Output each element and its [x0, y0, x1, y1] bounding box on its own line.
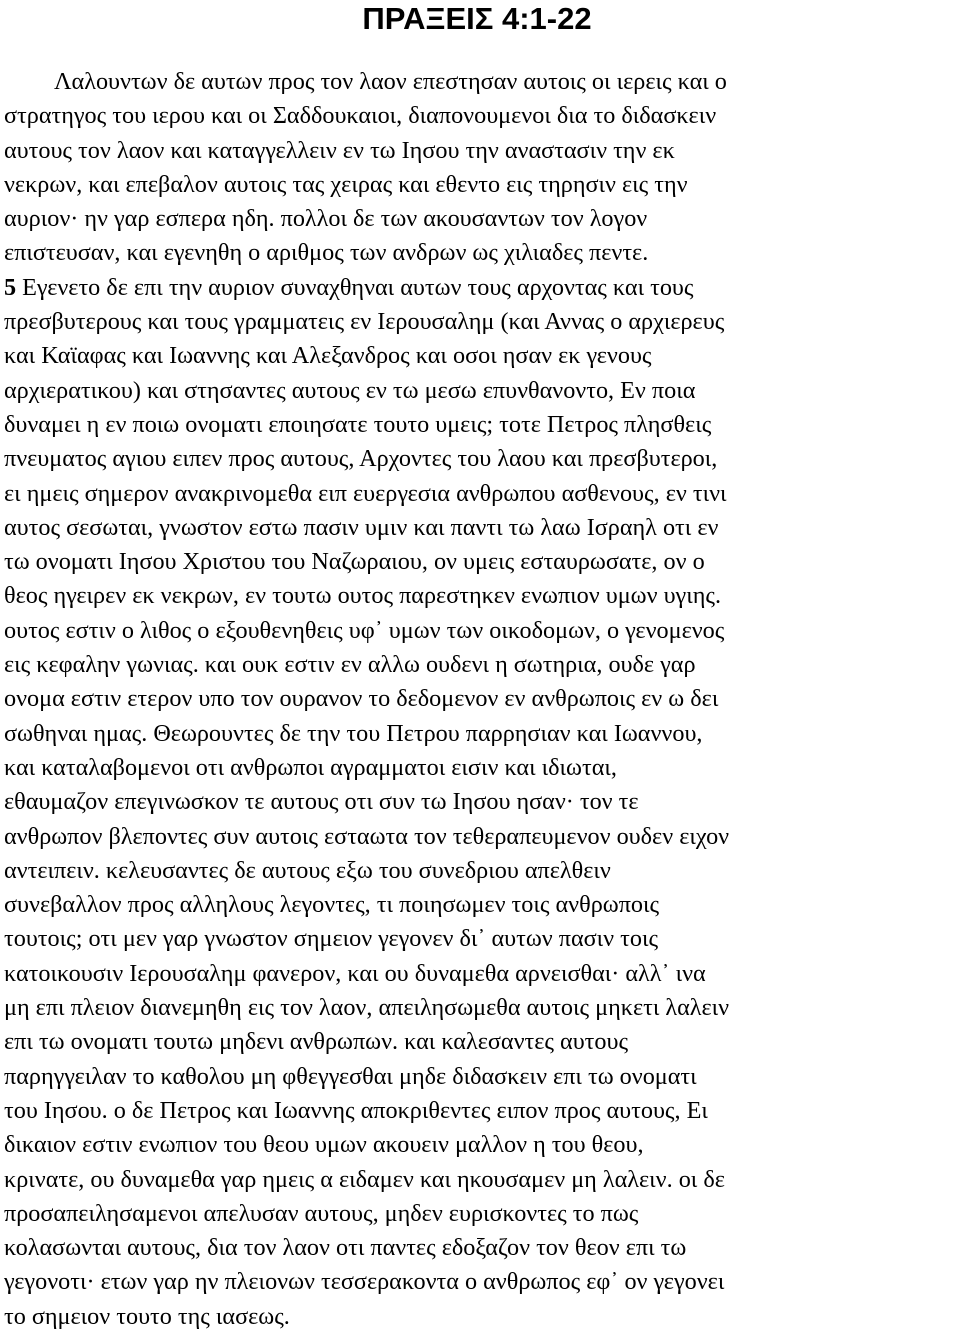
text-line: νεκρων, και επεβαλον αυτοις τας χειρας και εθεντο εις τηρησιν εις την	[4, 170, 688, 198]
text-line: θεος ηγειρεν εκ νεκρων, εν τουτω ουτος παρεστηκεν ενωπιον υμων υγιης.	[4, 582, 722, 610]
text-line: αυτους τον λαον και καταγγελλειν εν τω Ιησου την αναστασιν την εκ	[4, 136, 675, 164]
verse-number: 5	[4, 273, 17, 301]
text-line-with-verse	[4, 271, 950, 305]
text-line: αυριον· ην γαρ εσπερα ηδη. πολλοι δε των ακουσαντων τον λογον	[4, 205, 648, 233]
text-line: και Καϊαφας και Ιωαννης και Αλεξανδρος και οσοι ησαν εκ γενους	[4, 342, 652, 370]
text-line: το σημειον τουτο της ιασεως.	[4, 1302, 290, 1330]
text-line: πνευματος αγιου ειπεν προς αυτους, Αρχοντες του λαου και πρεσβυτεροι,	[4, 445, 718, 473]
text-line: τουτοις; οτι μεν γαρ γνωστον σημειον γεγονεν δι᾽ αυτων πασιν τοις	[4, 925, 659, 953]
text-line: δυναμει η εν ποιω ονοματι εποιησατε τουτο υμεις; τοτε Πετρος πλησθεις	[4, 410, 712, 438]
text-line-content: Εγενετο δε επι την αυριον συναχθηναι αυτων τους αρχοντας και τους	[22, 273, 694, 301]
text-line: ονομα εστιν ετερον υπο τον ουρανον το δεδομενον εν ανθρωποις εν ω δει	[4, 685, 719, 713]
text-line: Λαλουντων δε αυτων προς τον λαον επεστησαν αυτοις οι ιερεις και ο	[54, 68, 727, 95]
text-line: εθαυμαζον επεγινωσκον τε αυτους οτι συν τω Ιησου ησαν· τον τε	[4, 788, 639, 816]
text-line: σωθηναι ημας. Θεωρουντες δε την του Πετρου παρρησιαν και Ιωαννου,	[4, 719, 703, 747]
page-title: ΠΡΑΞΕΙΣ 4:1-22	[362, 1, 592, 36]
text-line: ουτος εστιν ο λιθος ο εξουθενηθεις υφ᾽ υμων των οικοδομων, ο γενομενος	[4, 616, 725, 644]
text-line: γεγονοτι· ετων γαρ ην πλειονων τεσσερακοντα ο ανθρωπος εφ᾽ ον γεγονει	[4, 1268, 725, 1296]
text-line: κατοικουσιν Ιερουσαλημ φανερον, και ου δυναμεθα αρνεισθαι· αλλ᾽ ινα	[4, 959, 706, 987]
text-line: παρηγγειλαν το καθολου μη φθεγγεσθαι μηδε διδασκειν επι τω ονοματι	[4, 1062, 697, 1090]
text-line: αυτος σεσωται, γνωστον εστω πασιν υμιν και παντι τω λαω Ισραηλ οτι εν	[4, 513, 719, 541]
text-line: πρεσβυτερους και τους γραμματεις εν Ιερουσαλημ (και Αννας ο αρχιερευς	[4, 308, 725, 336]
text-line: αρχιερατικου) και στησαντες αυτους εν τω μεσω επυνθανοντο, Εν ποια	[4, 376, 696, 404]
text-line: κολασωνται αυτους, δια τον λαον οτι παντες εδοξαζον τον θεον επι τω	[4, 1234, 687, 1262]
text-line: ει ημεις σημερον ανακρινομεθα ειπ ευεργεσια ανθρωπου ασθενους, εν τινι	[4, 479, 727, 507]
scripture-text	[4, 65, 950, 1334]
text-line: συνεβαλλον προς αλληλους λεγοντες, τι ποιησωμεν τοις ανθρωποις	[4, 891, 660, 919]
text-line: επι τω ονοματι τουτω μηδενι ανθρωπων. και καλεσαντες αυτους	[4, 1028, 629, 1056]
text-line: τω ονοματι Ιησου Χριστου του Ναζωραιου, ον υμεις εσταυρωσατε, ον ο	[4, 548, 705, 576]
text-line: ανθρωπον βλεποντες συν αυτοις εσταωτα τον τεθεραπευμενον ουδεν ειχον	[4, 822, 730, 850]
text-line: επιστευσαν, και εγενηθη ο αριθμος των ανδρων ως χιλιαδες πεντε.	[4, 239, 649, 267]
text-line: του Ιησου. ο δε Πετρος και Ιωαννης αποκριθεντες ειπον προς αυτους, Ει	[4, 1096, 708, 1124]
text-line: εις κεφαλην γωνιας. και ουκ εστιν εν αλλω ουδενι η σωτηρια, ουδε γαρ	[4, 651, 696, 679]
text-line: και καταλαβομενοι οτι ανθρωποι αγραμματοι εισιν και ιδιωται,	[4, 753, 617, 781]
text-line: προσαπειλησαμενοι απελυσαν αυτους, μηδεν ευρισκοντες το πως	[4, 1199, 639, 1227]
text-line: δικαιον εστιν ενωπιον του θεου υμων ακουειν μαλλον η του θεου,	[4, 1131, 644, 1159]
text-line: αντειπειν. κελευσαντες δε αυτους εξω του συνεδριου απελθειν	[4, 856, 611, 884]
text-line: κρινατε, ου δυναμεθα γαρ ημεις α ειδαμεν και ηκουσαμεν μη λαλειν. οι δε	[4, 1165, 725, 1193]
text-line: μη επι πλειον διανεμηθη εις τον λαον, απειλησωμεθα αυτοις μηκετι λαλειν	[4, 994, 730, 1022]
text-line: στρατηγος του ιερου και οι Σαδδουκαιοι, διαπονουμενοι δια το διδασκειν	[4, 102, 717, 130]
